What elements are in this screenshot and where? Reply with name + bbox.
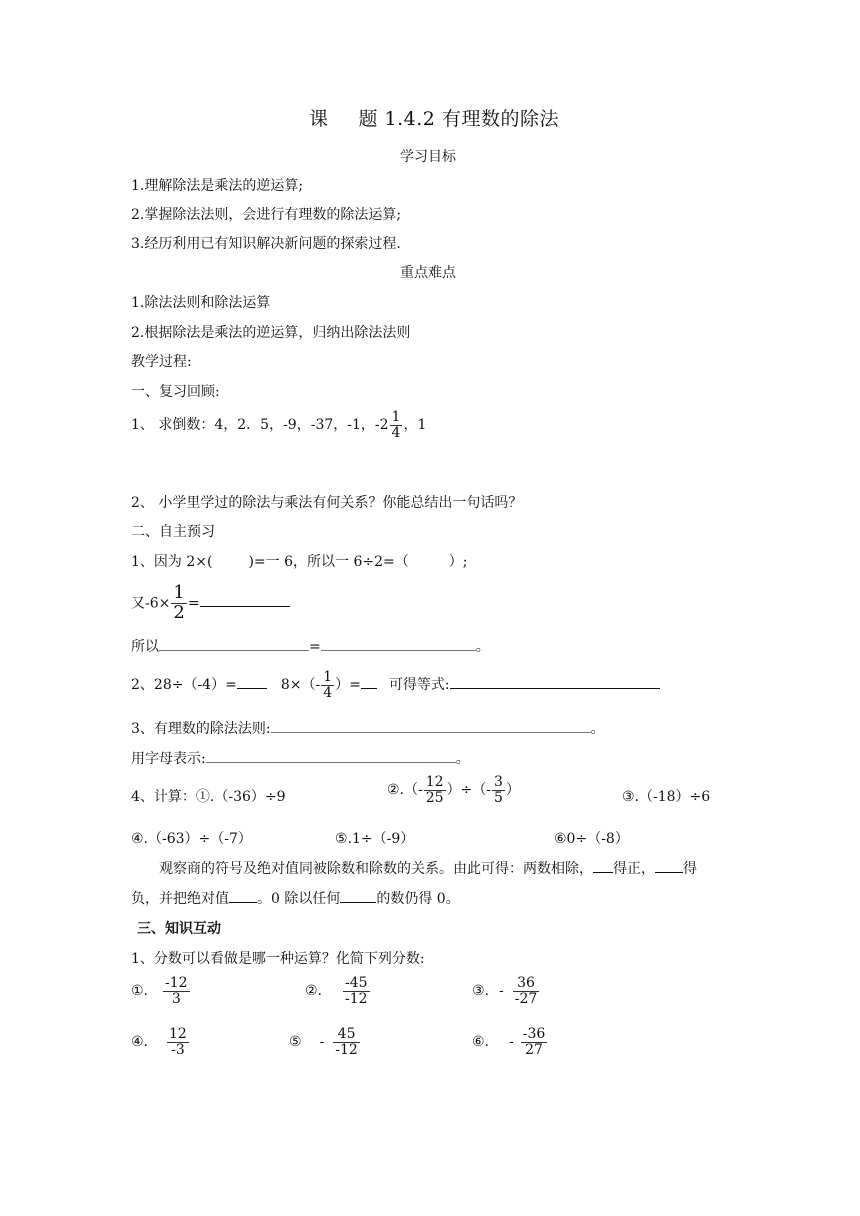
answer-blank[interactable] [361,674,377,689]
title-prefix: 课 [309,108,329,130]
q1-text: 1、 求倒数：4，2．5，-9，-37，-1，-2 [131,417,389,434]
fraction-one-quarter [321,670,334,700]
frac-num: 3 [494,774,503,790]
frac-num: 1 [173,582,185,603]
text: 2、28÷（-4）= [131,677,237,694]
frac-den: 27 [525,1041,543,1058]
answer-blank[interactable] [593,858,613,873]
fraction [333,1027,360,1057]
text: 的数仍得 0。 [376,891,460,907]
item-label: ②. [305,983,323,1000]
fraction-item-2 [305,976,371,1006]
objective-item: 3.经历利用已有知识解决新问题的探索过程. [131,236,401,252]
frac-den: 2 [173,601,185,623]
calc-item-4: ④.（-63）÷（-7） [131,831,252,847]
section-preview-heading: 二、自主预习 [131,524,215,540]
frac-num: 45 [333,1027,360,1043]
preview-line-5 [131,718,605,738]
fraction [163,976,190,1006]
item-label: ①. [131,983,149,1000]
text: ）= [335,677,361,694]
minus-sign: - [499,983,504,1000]
item-label: ④. [131,1034,149,1051]
fraction [521,1027,548,1057]
frac-den: 4 [323,684,333,701]
frac-num: -45 [345,975,368,991]
preview-line-6 [131,748,470,768]
title-main: 题 1.4.2 有理数的除法 [358,108,559,130]
text: = [309,639,321,655]
text: 又-6× [131,595,171,612]
fraction [513,976,540,1006]
answer-blank[interactable] [159,636,309,651]
keypoints-heading: 重点难点 [400,265,456,281]
calc-item-3: ③.（-18）÷6 [622,789,711,805]
objectives-heading: 学习目标 [400,149,456,165]
text: 。0 除以任何 [257,891,341,907]
observation-line-1 [159,858,697,878]
answer-blank[interactable] [655,858,683,873]
item-label: ⑤ [289,1034,302,1051]
fraction-item-1 [131,976,191,1006]
text: ②.（- [387,782,423,799]
text: 观察商的符号及绝对值同被除数和除数的关系。由此可得：两数相除， [159,861,593,877]
frac-num: 12 [425,774,444,790]
answer-blank[interactable] [237,674,267,689]
section-review-heading: 一、复习回顾: [131,384,220,400]
preview-line-3 [131,636,490,656]
frac-num: 12 [169,1026,187,1042]
answer-blank[interactable] [200,592,290,607]
frac-den: -12 [345,990,368,1007]
fraction-one-half [171,584,186,623]
frac-num: 1 [323,669,333,685]
fraction-item-5 [289,1027,361,1057]
frac-den: 5 [494,789,503,806]
text: 1、因为 2×( [131,554,213,570]
text: 。 [475,639,490,655]
item-label: ③. [472,983,490,1000]
question-reciprocal [131,410,426,440]
fraction-12-25 [424,775,446,805]
fraction-item-3 [472,976,540,1006]
text: 3、有理数的除法法则: [131,721,271,737]
frac-den: -27 [514,990,538,1007]
keypoint-item: 2.根据除法是乘法的逆运算，归纳出除法法则 [131,325,411,341]
objective-item: 2.掌握除法法则，会进行有理数的除法运算; [131,207,402,223]
frac-den: 4 [391,424,401,441]
answer-blank[interactable] [321,636,476,651]
minus-sign: - [319,1034,325,1051]
text: ）; [448,554,468,570]
q1-suffix: ，1 [403,417,427,434]
text: 。 [590,721,605,737]
answer-blank[interactable] [206,748,456,763]
text: 得正， [613,861,655,877]
text: ）÷（- [446,782,492,799]
frac-den: -3 [171,1041,185,1058]
frac-num: -12 [165,975,188,991]
text: 可得等式: [388,677,450,694]
text: 。 [455,751,470,767]
section-interaction-heading: 三、知识互动 [137,921,221,937]
fraction [167,1027,189,1057]
interaction-question: 1、分数可以看做是哪一种运算？化简下列分数: [131,951,425,967]
frac-num: 36 [513,976,540,992]
preview-line-4 [131,670,660,700]
answer-blank[interactable] [340,888,376,903]
text: = [187,595,200,612]
preview-line-2 [131,584,290,623]
answer-blank[interactable] [450,674,660,689]
text: 用字母表示: [131,751,206,767]
minus-sign: - [509,1034,514,1051]
fraction-item-4 [131,1027,190,1057]
fraction-one-quarter [390,410,403,440]
page-title [309,104,559,131]
answer-blank[interactable] [229,888,257,903]
fraction [343,976,370,1006]
keypoint-item: 1.除法法则和除法运算 [131,295,271,311]
item-label: ⑥. [472,1034,490,1051]
text: 负，并把绝对值 [131,891,229,907]
text: 得 [683,861,697,877]
question-division-multiplication: 2、 小学里学过的除法与乘法有何关系？你能总结出一句话吗？ [131,495,523,511]
text: )=一 6，所以一 6÷2=（ [248,554,409,570]
frac-den: -12 [335,1041,358,1058]
calc-item-2 [387,775,520,805]
fraction-3-5 [492,775,505,805]
frac-den: 3 [171,990,181,1007]
frac-den: 25 [425,789,444,806]
process-heading: 教学过程: [131,354,192,370]
observation-line-2 [131,888,460,908]
text: ） [505,782,520,799]
answer-blank[interactable] [271,718,591,733]
text: 8×（- [280,677,321,694]
fraction-item-6 [472,1027,548,1057]
calc-item-6: ⑥0÷（-8） [554,831,629,847]
text: 所以 [131,639,159,655]
calc-item-1: 4、计算：①.（-36）÷9 [131,789,286,805]
calc-item-5: ⑤.1÷（-9） [335,831,415,847]
objective-item: 1.理解除法是乘法的逆运算; [131,178,304,194]
frac-num: 1 [391,409,401,425]
frac-num: -36 [522,1026,546,1042]
preview-line-1 [131,551,467,571]
